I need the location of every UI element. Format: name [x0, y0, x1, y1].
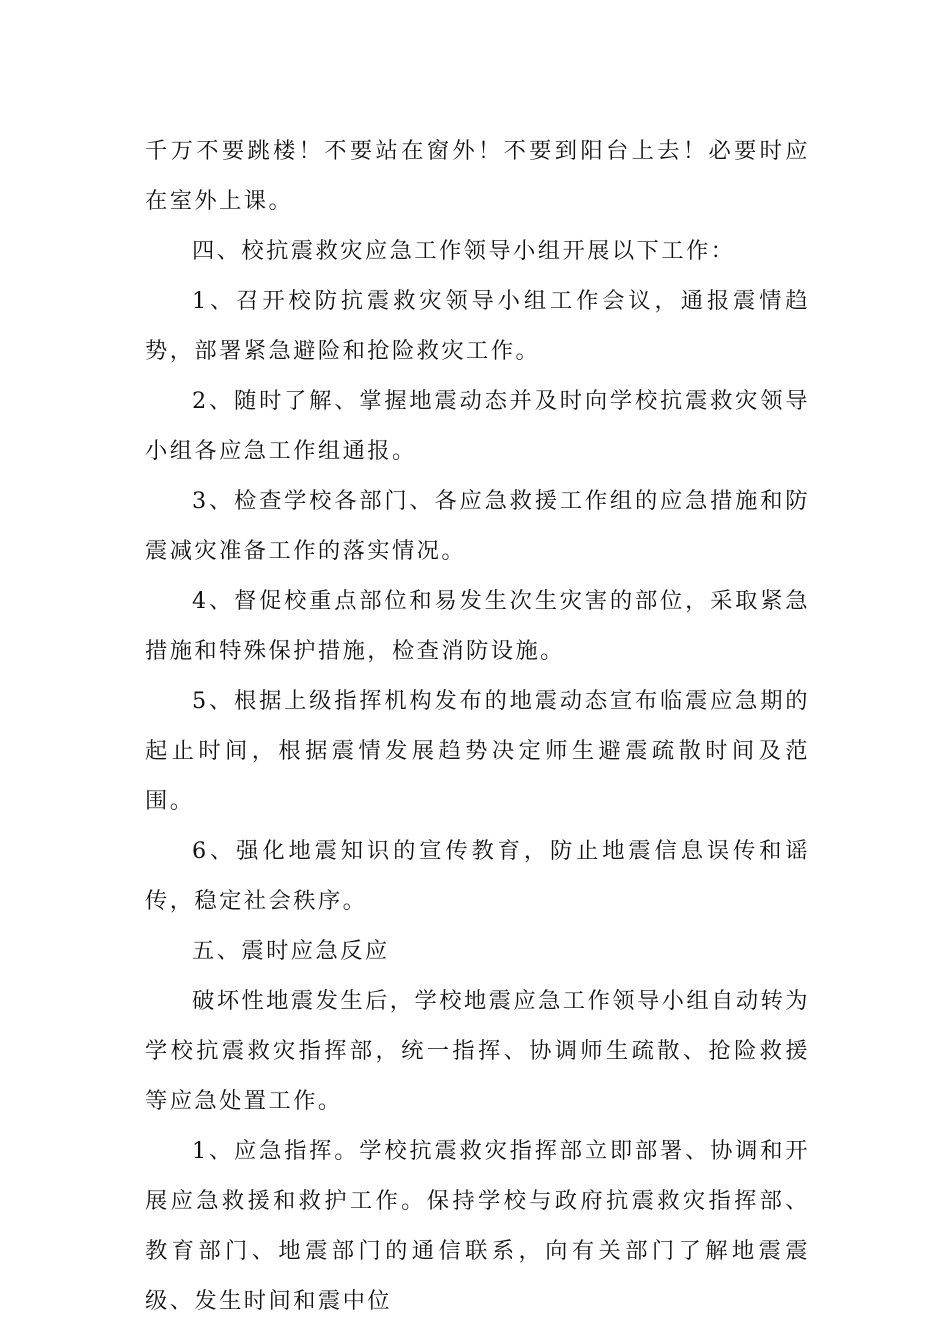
section-heading-5: 五、震时应急反应 [192, 938, 390, 964]
paragraph-1: 千万不要跳楼！不要站在窗外！不要到阳台上去！必要时应在室外上课。 [145, 138, 810, 214]
list-item-7: 1、应急指挥。学校抗震救灾指挥部立即部署、协调和开展应急救援和救护工作。保持学校与政府抗震救灾指挥部、教育部门、地震部门的通信联系，向有关部门了解地震震级、发生时间和震中位 [145, 1138, 810, 1314]
list-item-4: 4、督促校重点部位和易发生次生灾害的部位，采取紧急措施和特殊保护措施，检查消防设施。 [145, 588, 810, 664]
list-item-3: 3、检查学校各部门、各应急救援工作组的应急措施和防震减灾准备工作的落实情况。 [145, 488, 810, 564]
list-item-6: 6、强化地震知识的宣传教育，防止地震信息误传和谣传，稳定社会秩序。 [145, 838, 810, 914]
section-heading-4: 四、校抗震救灾应急工作领导小组开展以下工作： [192, 238, 736, 264]
document-body [145, 126, 810, 1326]
list-item-2: 2、随时了解、掌握地震动态并及时向学校抗震救灾领导小组各应急工作组通报。 [145, 388, 810, 464]
paragraph-2: 破坏性地震发生后，学校地震应急工作领导小组自动转为学校抗震救灾指挥部，统一指挥、协调师生疏散、抢险救援等应急处置工作。 [145, 988, 810, 1114]
list-item-5: 5、根据上级指挥机构发布的地震动态宣布临震应急期的起止时间，根据震情发展趋势决定师生避震疏散时间及范围。 [145, 688, 810, 814]
list-item-1: 1、召开校防抗震救灾领导小组工作会议，通报震情趋势，部署紧急避险和抢险救灾工作。 [145, 288, 810, 364]
